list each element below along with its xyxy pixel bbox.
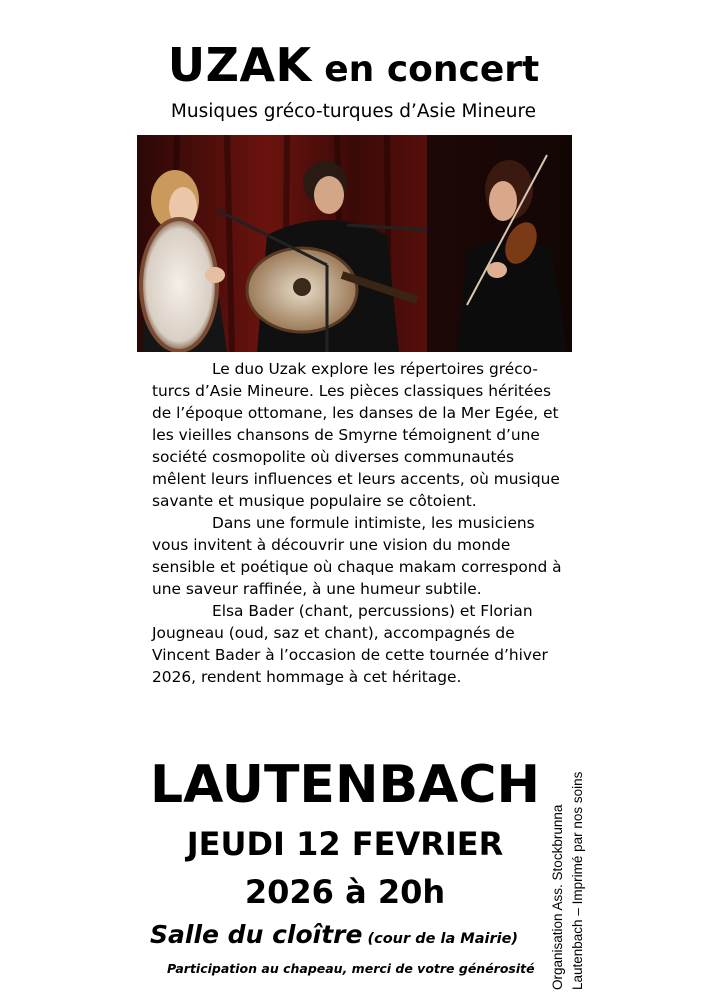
venue-detail: (cour de la Mairie) <box>362 931 519 947</box>
event-date: JEUDI 12 FEVRIER <box>186 825 504 863</box>
venue-name: Salle du cloître <box>150 920 363 949</box>
description-text <box>152 358 562 688</box>
band-name: UZAK <box>167 38 312 92</box>
title-suffix: en concert <box>311 49 540 90</box>
event-venue <box>150 920 518 949</box>
poster-title <box>0 38 707 92</box>
poster-subtitle: Musiques gréco-turques d’Asie Mineure <box>170 101 537 122</box>
event-city: LAUTENBACH <box>149 755 541 815</box>
paragraph-1: Le duo Uzak explore les répertoires gréco-turcs d’Asie Mineure. Les pièces classiques héritées de l’époque ottomane, les danses de la Mer Egée, et les vieilles chansons de Smyrne témoignent d’une société cosmopolite où diverses communautés mêlent leurs influences et leurs accents, où musique savante et musique populaire se côtoient. <box>152 360 560 510</box>
band-photo <box>137 135 572 352</box>
paragraph-2: Dans une formule intimiste, les musiciens vous invitent à découvrir une vision du monde sensible et poétique où chaque makam correspond à une saveur raffinée, à une humeur subtile. <box>152 514 562 598</box>
event-time: 2026 à 20h <box>244 873 446 911</box>
paragraph-3: Elsa Bader (chant, percussions) et Florian Jougneau (oud, saz et chant), accompagnés de Vincent Bader à l’occasion de cette tournée d’hiver 2026, rendent hommage à cet héritage. <box>152 602 548 686</box>
organisation-credit: Organisation Ass. Stockbrunna <box>550 804 565 990</box>
print-credit: Lautenbach – Imprimé par nos soins <box>570 771 585 990</box>
participation-note: Participation au chapeau, merci de votre générosité <box>167 961 535 976</box>
